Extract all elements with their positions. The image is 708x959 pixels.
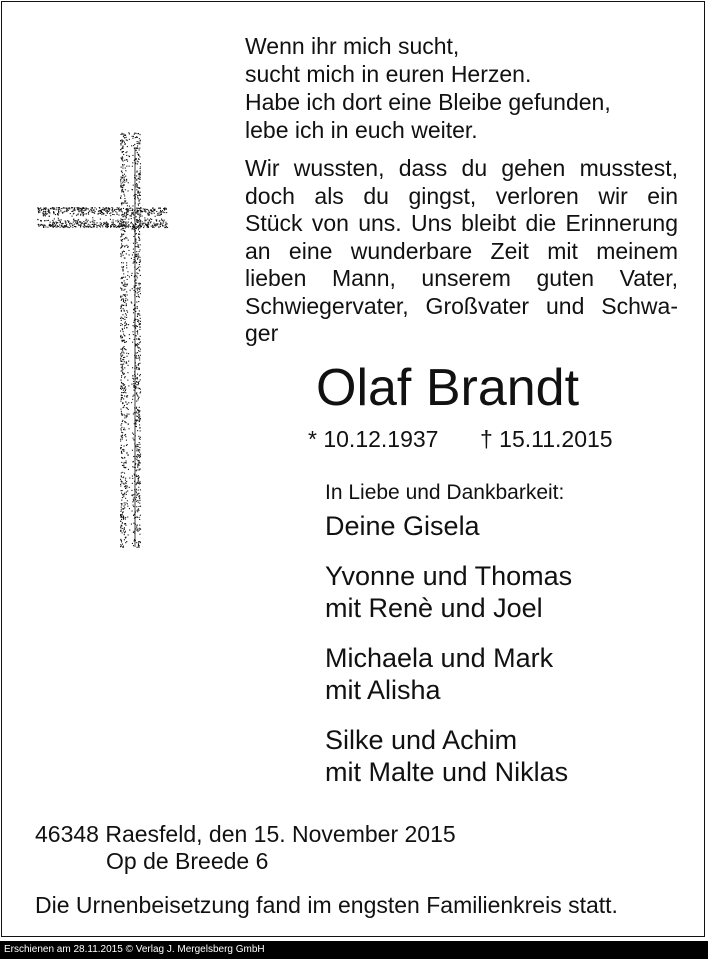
mourner-group (325, 510, 685, 542)
poem-line: Habe ich dort eine Bleibe gefunden, (245, 89, 611, 115)
address-block (35, 821, 456, 875)
mourner-line: Yvonne und Thomas (325, 561, 573, 591)
mourners-intro: In Liebe und Dankbarkeit: (325, 481, 565, 504)
burial-note: Die Urnenbeisetzung fand im engsten Familienkreis statt. (35, 892, 618, 918)
publication-footer: Erschienen am 28.11.2015 © Verlag J. Mergelsberg GmbH (0, 941, 708, 959)
mourner-group (325, 560, 685, 624)
mourner-line: mit Renè und Joel (325, 593, 543, 623)
mourner-group (325, 724, 685, 788)
poem-line: sucht mich in euren Herzen. (245, 61, 532, 87)
farewell-line: ger (245, 320, 279, 346)
mourner-line: Silke und Achim (325, 725, 518, 755)
farewell-line: Schwiegervater, Großvater und Schwa- (245, 292, 678, 319)
place-and-date: 46348 Raesfeld, den 15. November 2015 (35, 821, 456, 847)
deceased-name: Olaf Brandt (316, 359, 580, 417)
mourner-line: mit Malte und Niklas (325, 757, 569, 787)
mourner-line: Michaela und Mark (325, 643, 554, 673)
mourner-line: mit Alisha (325, 675, 441, 705)
poem-line: Wenn ihr mich sucht, (245, 33, 460, 59)
farewell-line: an eine wunderbare Zeit mit meinem (245, 237, 678, 264)
farewell-line: Stück von uns. Uns bleibt die Erinnerung (245, 210, 678, 236)
birth-date: * 10.12.1937 (308, 426, 439, 452)
obituary-card (1, 1, 705, 937)
stippled-cross-icon (32, 127, 172, 552)
poem-line: lebe ich in euch weiter. (245, 117, 478, 143)
poem (245, 32, 685, 144)
farewell-text (245, 155, 678, 348)
street-address: Op de Breede 6 (106, 848, 269, 874)
farewell-line: lieben Mann, unserem guten Vater, (245, 265, 678, 291)
farewell-line: Wir wussten, dass du gehen musstest, (245, 155, 678, 181)
mourner-group (325, 642, 685, 706)
mourner-line: Deine Gisela (325, 511, 480, 541)
death-date: † 15.11.2015 (480, 426, 613, 452)
farewell-line: doch als du gingst, verloren wir ein (245, 182, 678, 209)
